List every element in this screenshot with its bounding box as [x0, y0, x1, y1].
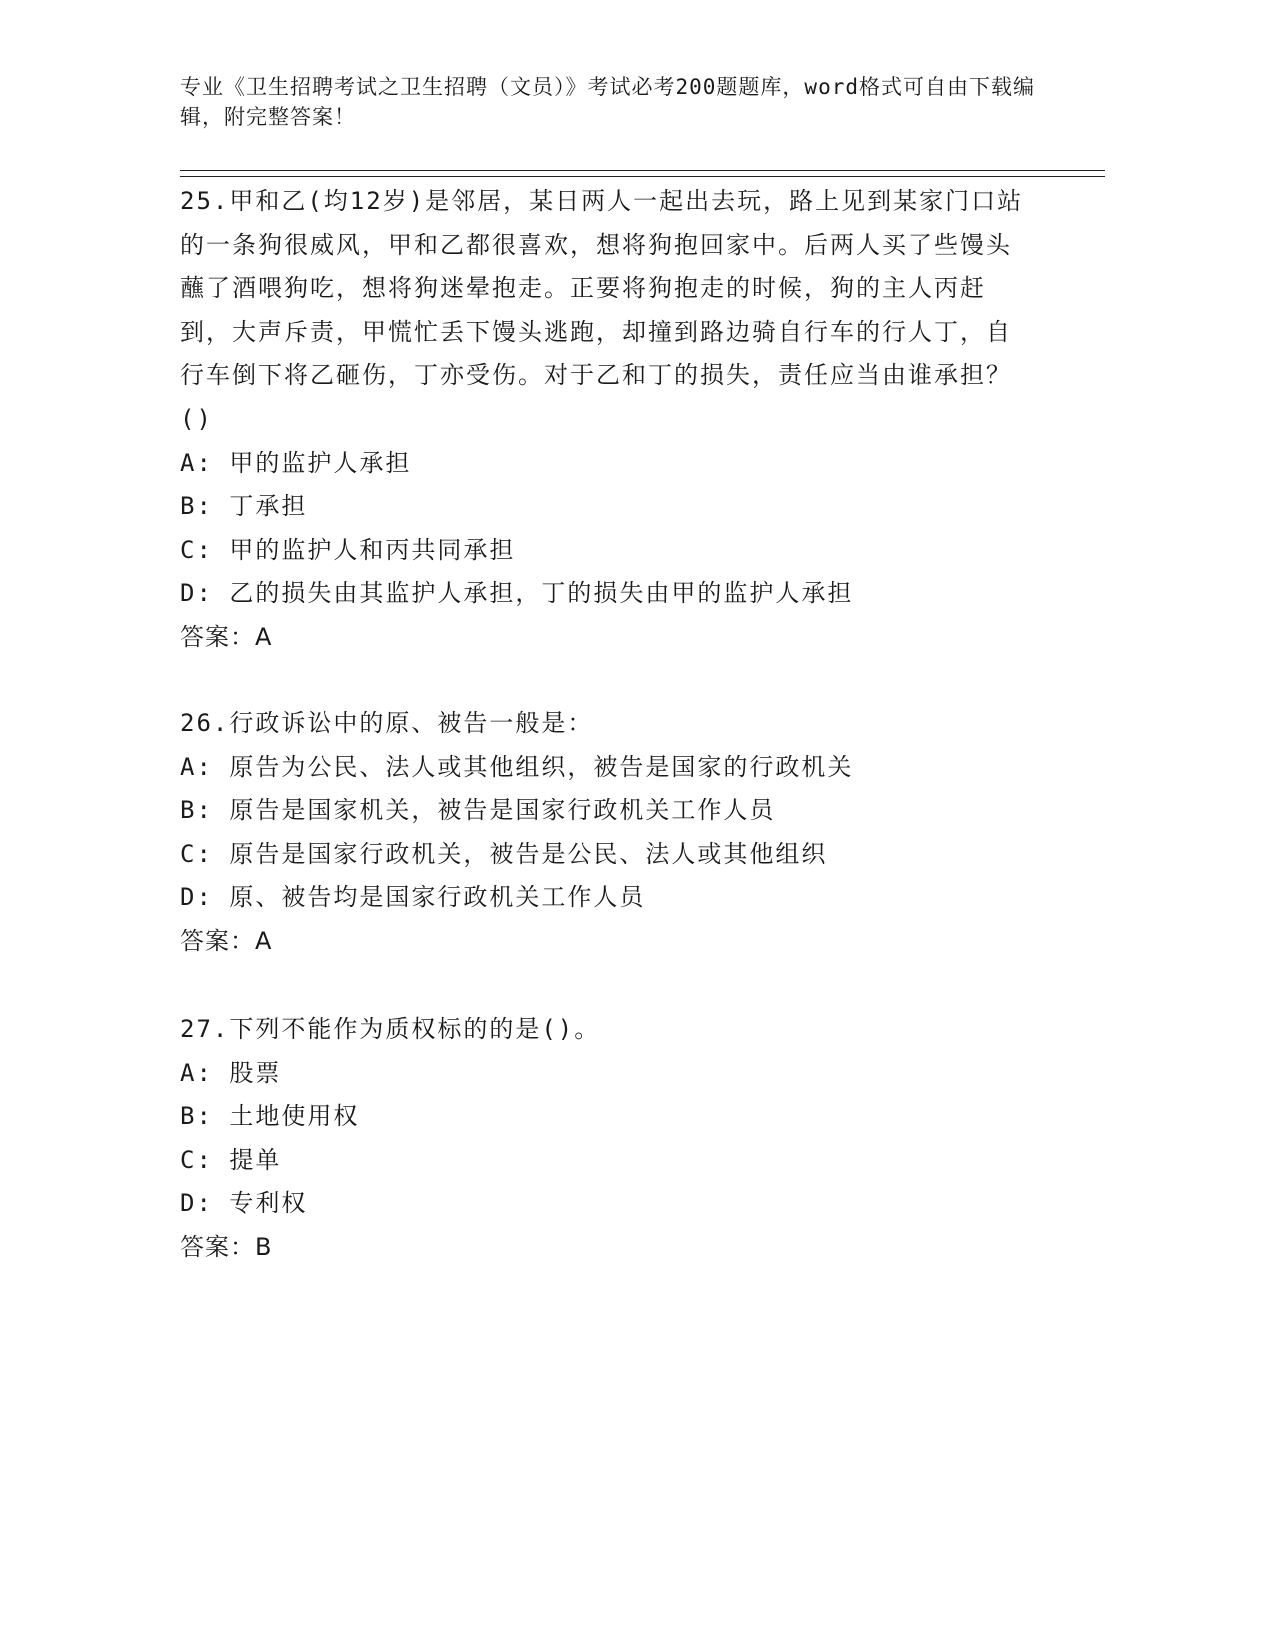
question-stem: 26.行政诉讼中的原、被告一般是： — [180, 709, 594, 737]
answer-label: 答案：A — [180, 926, 273, 955]
option-b: B: 原告是国家机关，被告是国家行政机关工作人员 — [180, 796, 776, 825]
question-27 — [180, 1008, 1030, 1270]
question-stem: 25.甲和乙(均12岁)是邻居，某日两人一起出去玩，路上见到某家门口站的一条狗很威风，甲和乙都很喜欢，想将狗抱回家中。后两人买了些馒头蘸了酒喂狗吃，想将狗迷晕抱走。正要将狗抱走的时候，狗的主人丙赶到，大声斥责，甲慌忙丢下馒头逃跑，却撞到路边骑自行车的行人丁，自行车倒下将乙砸伤，丁亦受伤。对于乙和丁的损失，责任应当由谁承担？() — [180, 187, 1024, 433]
document-header — [180, 72, 1040, 132]
question-stem: 27.下列不能作为质权标的的是()。 — [180, 1015, 601, 1043]
option-d: D: 原、被告均是国家行政机关工作人员 — [180, 883, 646, 912]
header-divider-top — [180, 170, 1105, 171]
option-d: D: 专利权 — [180, 1189, 308, 1218]
option-d: D: 乙的损失由其监护人承担，丁的损失由甲的监护人承担 — [180, 579, 854, 608]
question-26 — [180, 702, 1030, 964]
answer-label: 答案：B — [180, 1232, 273, 1261]
option-a: A: 甲的监护人承担 — [180, 448, 412, 477]
option-b: B: 丁承担 — [180, 492, 308, 521]
option-c: C: 甲的监护人和丙共同承担 — [180, 535, 516, 564]
option-b: B: 土地使用权 — [180, 1102, 360, 1131]
header-divider-bottom — [180, 176, 1105, 177]
question-25 — [180, 180, 1030, 660]
header-text: 专业《卫生招聘考试之卫生招聘（文员）》考试必考200题题库，word格式可自由下载编辑，附完整答案！ — [180, 75, 1035, 129]
option-a: A: 原告为公民、法人或其他组织，被告是国家的行政机关 — [180, 752, 854, 781]
option-c: C: 原告是国家行政机关，被告是公民、法人或其他组织 — [180, 839, 828, 868]
option-a: A: 股票 — [180, 1058, 282, 1087]
answer-label: 答案：A — [180, 622, 273, 651]
option-c: C: 提单 — [180, 1145, 282, 1174]
